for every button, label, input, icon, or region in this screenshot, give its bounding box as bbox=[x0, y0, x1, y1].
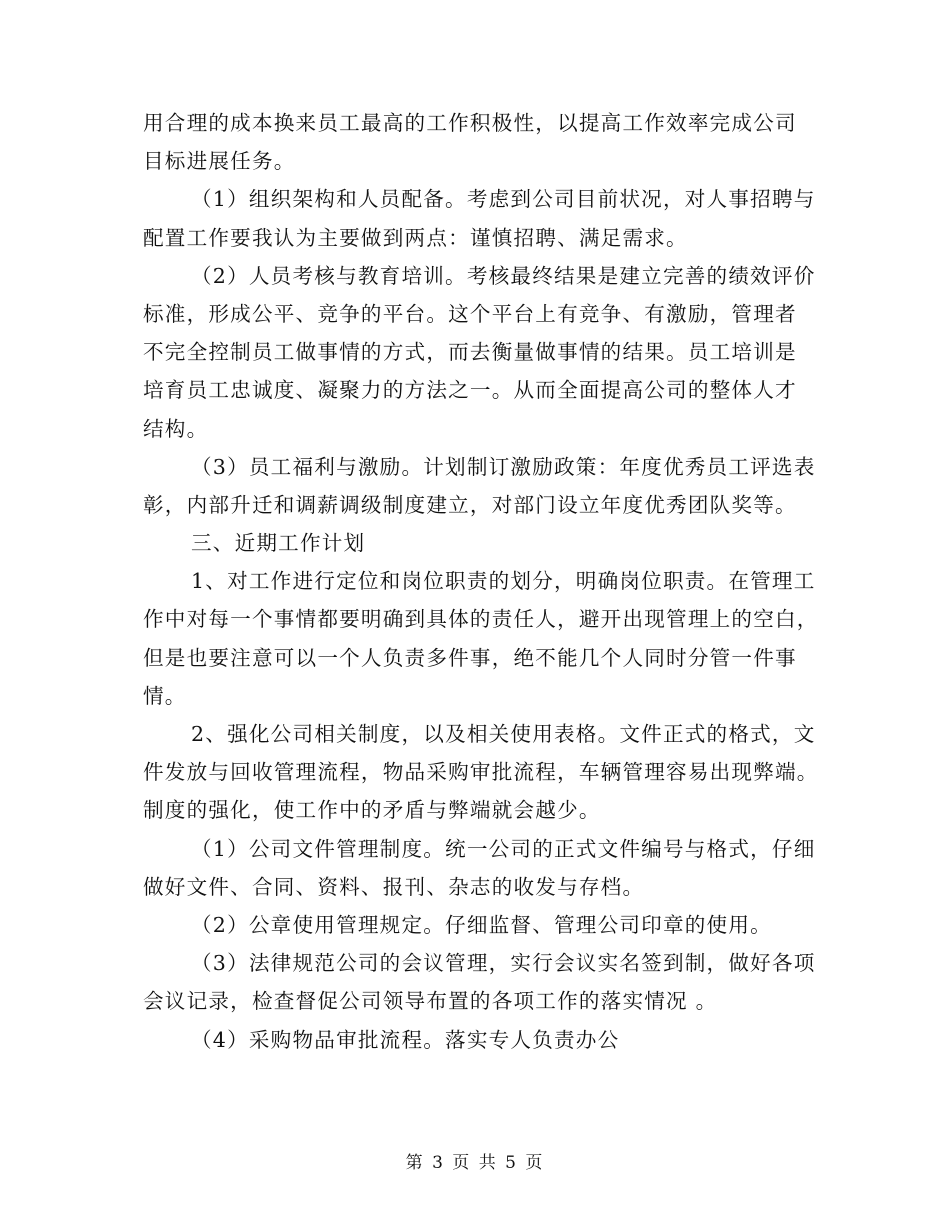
text-line: 三、近期工作计划 bbox=[191, 531, 366, 556]
text-line: 配置工作要我认为主要做到两点：谨慎招聘、满足需求。 bbox=[143, 225, 688, 250]
text-line: 用合理的成本换来员工最高的工作积极性，以提高工作效率完成公司 bbox=[143, 111, 797, 135]
text-line: （1）组织架构和人员配备。考虑到公司目前状况，对人事招聘与 bbox=[191, 187, 816, 212]
text-line: （2）公章使用管理规定。仔细监督、管理公司印章的使用。 bbox=[191, 912, 772, 937]
text-line: 培育员工忠诚度、凝聚力的方法之一。从而全面提高公司的整体人才 bbox=[143, 378, 797, 403]
page-number-footer: 第 3 页 共 5 页 bbox=[405, 1153, 545, 1173]
text-line: （3）法律规范公司的会议管理，实行会议实名签到制，做好各项 bbox=[191, 951, 816, 976]
text-line: （2）人员考核与教育培训。考核最终结果是建立完善的绩效评价 bbox=[191, 263, 816, 288]
text-line: 标准，形成公平、竞争的平台。这个平台上有竞争、有激励，管理者 bbox=[143, 301, 797, 326]
text-line: 不完全控制员工做事情的方式，而去衡量做事情的结果。员工培训是 bbox=[143, 340, 797, 365]
text-line: 目标进展任务。 bbox=[143, 149, 296, 174]
text-line: 但是也要注意可以一个人负责多件事，绝不能几个人同时分管一件事 bbox=[143, 645, 797, 670]
text-line: （3）员工福利与激励。计划制订激励政策：年度优秀员工评选表 bbox=[191, 454, 816, 479]
text-line: 彰，内部升迁和调薪调级制度建立，对部门设立年度优秀团队奖等。 bbox=[143, 492, 797, 517]
text-line: （4）采购物品审批流程。落实专人负责办公 bbox=[191, 1027, 620, 1052]
text-line: 制度的强化，使工作中的矛盾与弊端就会越少。 bbox=[143, 798, 601, 823]
text-line: 结构。 bbox=[143, 416, 209, 441]
document-body bbox=[143, 104, 819, 1059]
text-line: 1、对工作进行定位和岗位职责的划分，明确岗位职责。在管理工 bbox=[191, 569, 816, 594]
text-line: （1）公司文件管理制度。统一公司的正式文件编号与格式，仔细 bbox=[191, 836, 816, 861]
text-line: 会议记录，检查督促公司领导布置的各项工作的落实情况 。 bbox=[143, 989, 718, 1014]
text-line: 作中对每一个事情都要明确到具体的责任人，避开出现管理上的空白， bbox=[143, 607, 819, 632]
text-line: 件发放与回收管理流程，物品采购审批流程，车辆管理容易出现弊端。 bbox=[143, 760, 819, 785]
text-line: 做好文件、合同、资料、报刊、杂志的收发与存档。 bbox=[143, 874, 645, 899]
text-line: 2、强化公司相关制度，以及相关使用表格。文件正式的格式，文 bbox=[191, 722, 816, 746]
text-line: 情。 bbox=[143, 683, 187, 708]
